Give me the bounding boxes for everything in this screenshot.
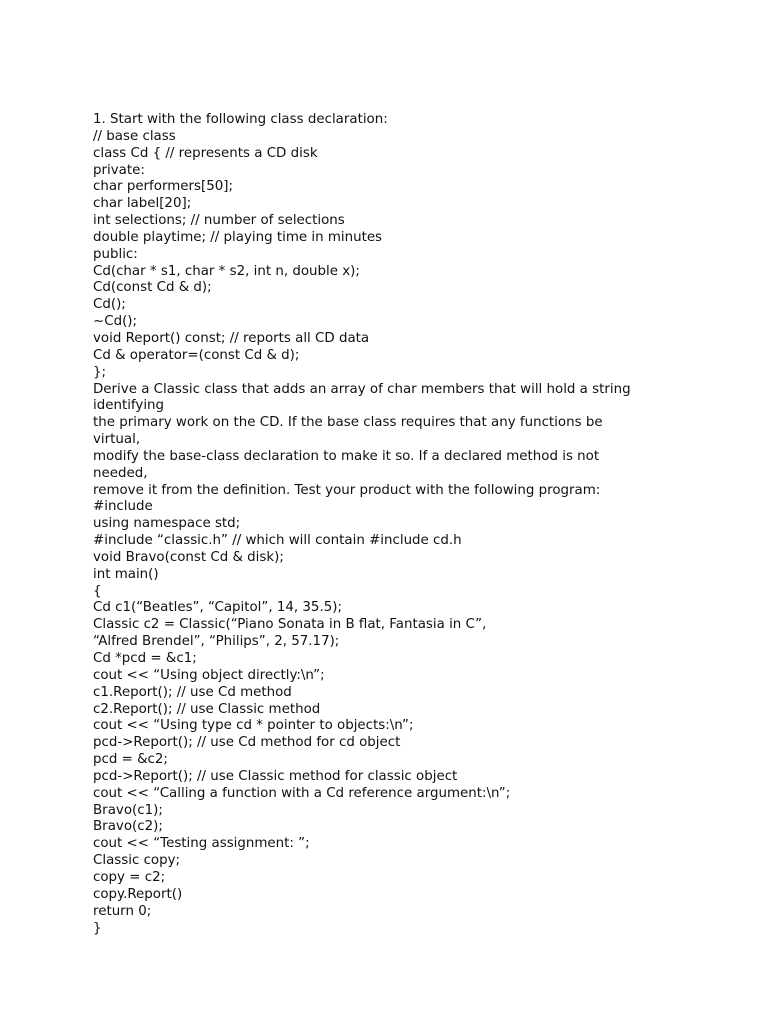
text-line: double playtime; // playing time in minutes	[93, 229, 383, 245]
text-line: }	[93, 920, 102, 936]
text-line: virtual,	[93, 432, 141, 448]
text-line: private:	[93, 162, 145, 178]
text-line: identifying	[93, 398, 165, 414]
text-line: Cd();	[93, 297, 126, 313]
text-line: pcd->Report(); // use Cd method for cd object	[93, 735, 401, 751]
text-line: Derive a Classic class that adds an array of char members that will hold a string	[93, 381, 631, 397]
text-line: class Cd { // represents a CD disk	[93, 145, 318, 161]
text-line: Bravo(c1);	[93, 802, 163, 818]
text-line: return 0;	[93, 903, 152, 919]
text-line: Cd & operator=(const Cd & d);	[93, 347, 300, 363]
document-text	[93, 112, 683, 937]
text-line: Cd(const Cd & d);	[93, 280, 212, 296]
text-line: cout << “Using type cd * pointer to objects:\n”;	[93, 718, 414, 734]
text-line: // base class	[93, 128, 176, 144]
text-line: {	[93, 583, 102, 599]
text-line: cout << “Testing assignment: ”;	[93, 836, 310, 852]
text-line: remove it from the definition. Test your product with the following program:	[93, 482, 601, 498]
text-line: int main()	[93, 566, 159, 582]
text-line: Cd(char * s1, char * s2, int n, double x);	[93, 263, 360, 279]
text-line: copy = c2;	[93, 869, 166, 885]
text-line: copy.Report()	[93, 886, 183, 902]
text-line: Classic c2 = Classic(“Piano Sonata in B flat, Fantasia in C”,	[93, 617, 487, 633]
text-line: #include “classic.h” // which will contain #include cd.h	[93, 533, 462, 549]
text-line: Bravo(c2);	[93, 819, 163, 835]
text-line: c1.Report(); // use Cd method	[93, 684, 292, 700]
text-line: public:	[93, 246, 138, 262]
text-line: the primary work on the CD. If the base class requires that any functions be	[93, 415, 603, 431]
text-line: #include	[93, 499, 153, 515]
text-line: char label[20];	[93, 196, 192, 212]
text-line: Cd c1(“Beatles”, “Capitol”, 14, 35.5);	[93, 600, 342, 616]
text-line: cout << “Calling a function with a Cd reference argument:\n”;	[93, 785, 511, 801]
text-line: “Alfred Brendel”, “Philips”, 2, 57.17);	[93, 634, 340, 650]
text-line: pcd = &c2;	[93, 752, 168, 768]
text-line: cout << “Using object directly:\n”;	[93, 667, 325, 683]
text-line: Classic copy;	[93, 853, 181, 869]
text-line: using namespace std;	[93, 516, 241, 532]
text-line: void Bravo(const Cd & disk);	[93, 549, 284, 565]
text-line: c2.Report(); // use Classic method	[93, 701, 321, 717]
text-line: Cd *pcd = &c1;	[93, 651, 197, 666]
text-line: };	[93, 364, 107, 380]
text-line: int selections; // number of selections	[93, 213, 345, 229]
text-line: char performers[50];	[93, 179, 233, 195]
text-line: needed,	[93, 465, 148, 481]
text-line: modify the base-class declaration to make it so. If a declared method is not	[93, 448, 600, 464]
text-line: void Report() const; // reports all CD data	[93, 330, 370, 346]
text-line: 1. Start with the following class declaration:	[93, 112, 388, 127]
text-line: pcd->Report(); // use Classic method for classic object	[93, 768, 458, 784]
text-line: ~Cd();	[93, 314, 138, 330]
